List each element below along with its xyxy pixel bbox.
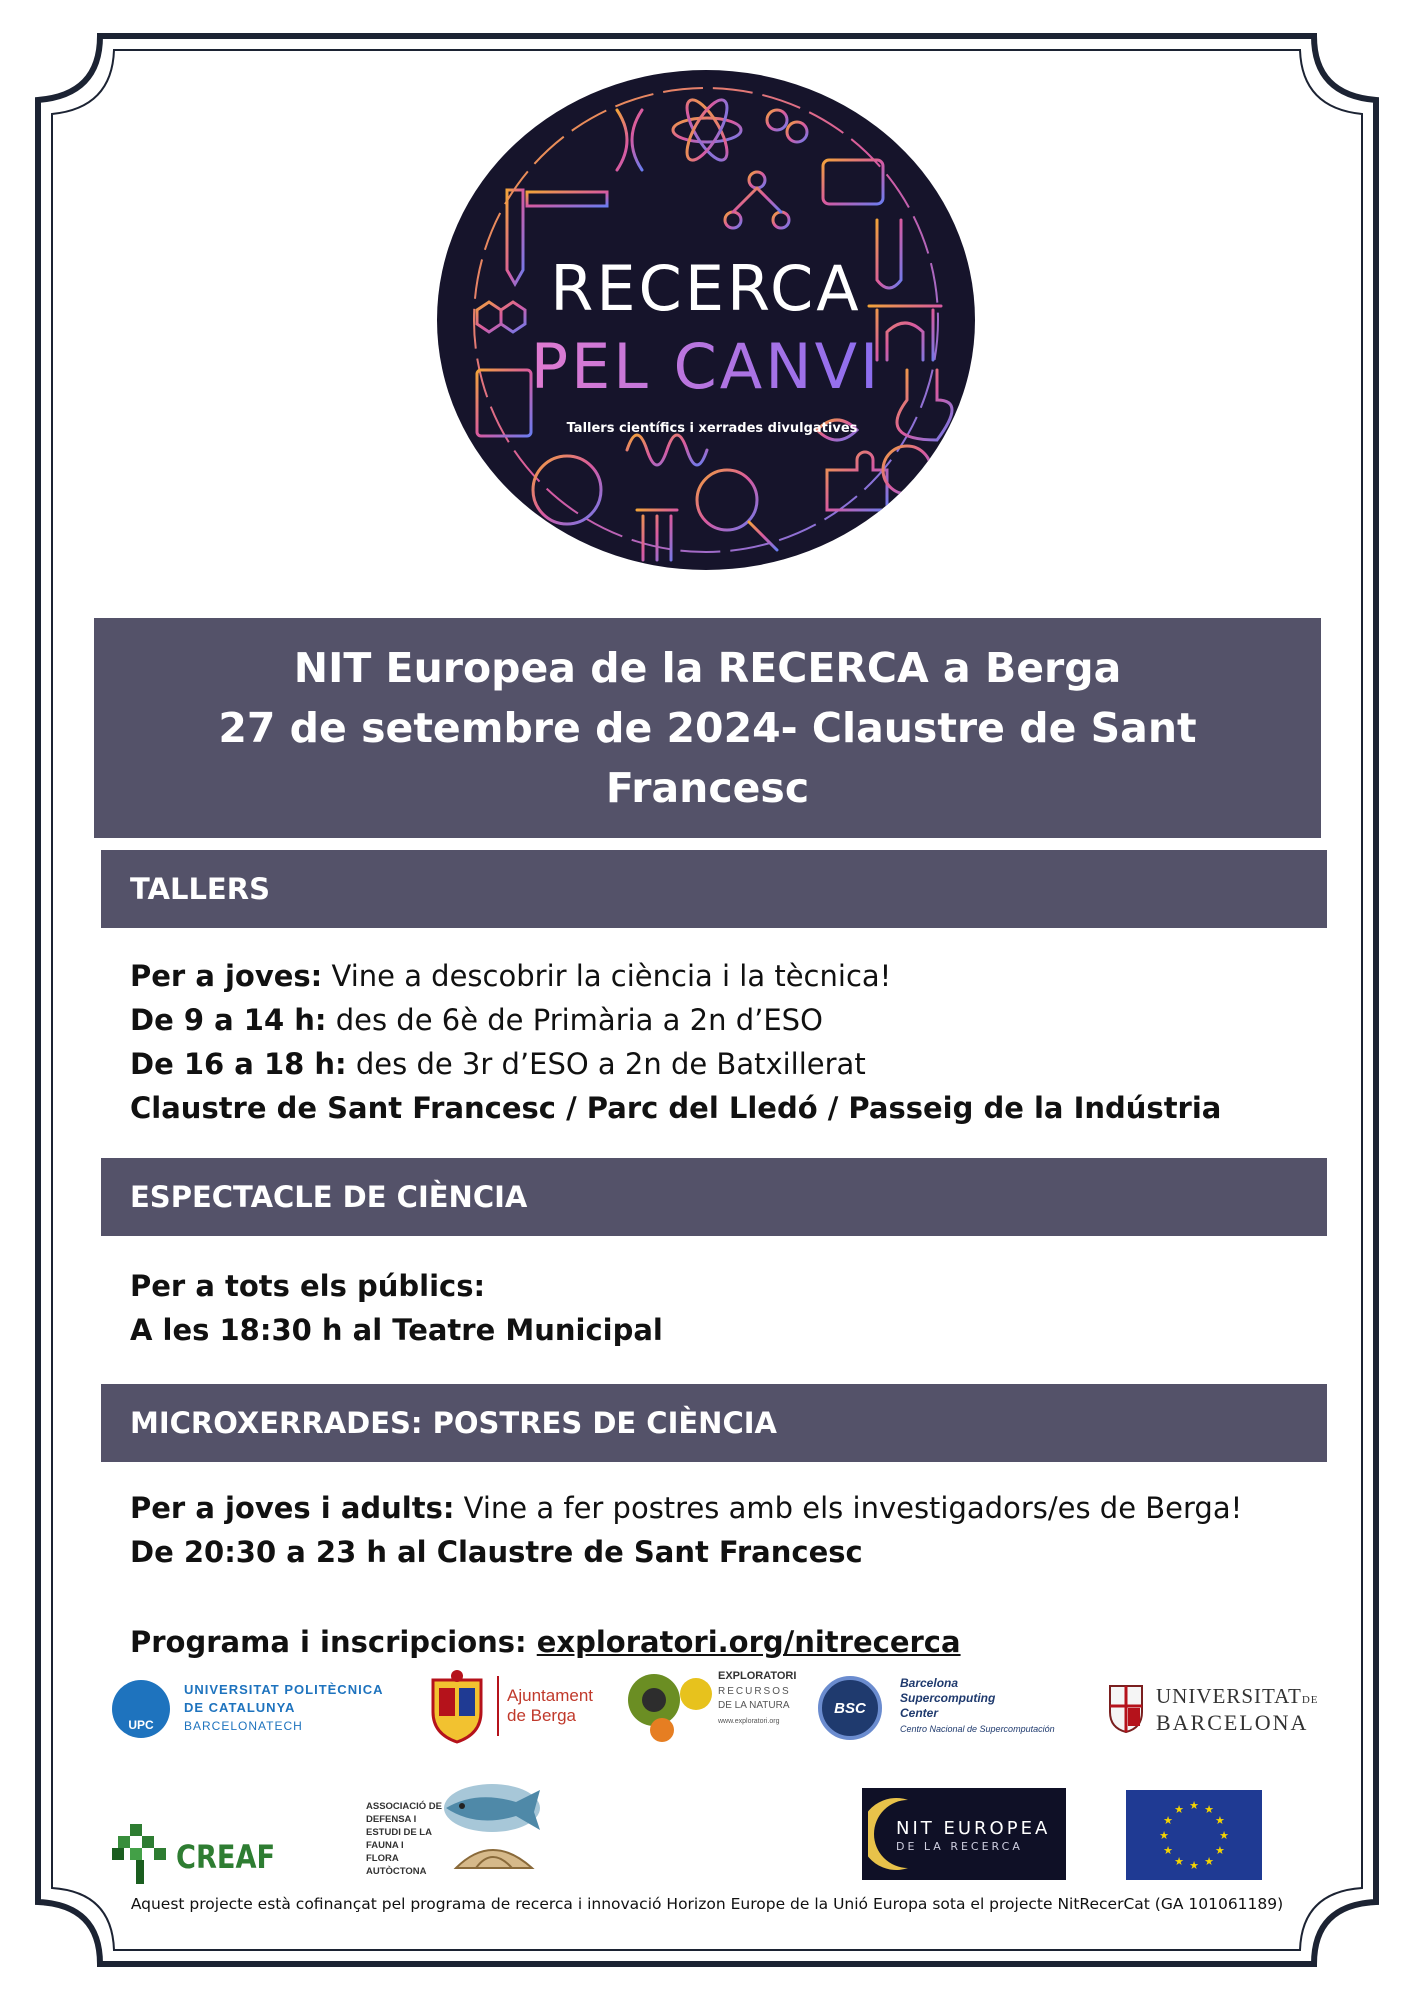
- adefa-text: [366, 1800, 442, 1878]
- event-title-box: [94, 618, 1321, 838]
- eu-star-icon: ★: [1189, 1799, 1199, 1812]
- microxerrades-line-bold: De 20:30 a 23 h al Claustre de Sant Francesc: [130, 1535, 863, 1569]
- tallers-line: [130, 1042, 866, 1086]
- microxerrades-line-text: Vine a fer postres amb els investigadors/es de Berga!: [454, 1491, 1243, 1525]
- creaf-tree-icon: [112, 1824, 170, 1884]
- section-heading-microxerrades: MICROXERRADES: POSTRES DE CIÈNCIA: [101, 1384, 1327, 1462]
- science-doodles-icon: [437, 70, 975, 570]
- eu-star-icon: ★: [1215, 1814, 1225, 1827]
- bsc-name-line1: Barcelona: [900, 1676, 959, 1690]
- exploratori-logo: [626, 1660, 806, 1750]
- upc-badge-icon: [112, 1680, 170, 1738]
- fish-shell-icon: [436, 1772, 546, 1888]
- adefa-line3: ESTUDI DE LA: [366, 1827, 432, 1838]
- section-heading-tallers: TALLERS: [101, 850, 1327, 928]
- logo-line2: PEL CANVI: [530, 330, 882, 403]
- tallers-line: [130, 1086, 1221, 1130]
- exploratori-name: EXPLORATORI: [718, 1670, 797, 1682]
- espectacle-line: [130, 1308, 663, 1352]
- upc-name-line1: UNIVERSITAT POLITÈCNICA: [184, 1682, 384, 1697]
- upc-name-line3: BARCELONATECH: [184, 1719, 303, 1733]
- program-link[interactable]: exploratori.org/nitrecerca: [536, 1625, 961, 1659]
- creaf-logo: [112, 1824, 282, 1884]
- eu-star-icon: ★: [1215, 1844, 1225, 1857]
- section-heading-espectacle: ESPECTACLE DE CIÈNCIA: [101, 1158, 1327, 1236]
- microxerrades-line: [130, 1486, 1242, 1530]
- exploratori-line2: RECURSOS: [718, 1686, 791, 1697]
- exploratori-line3: DE LA NATURA: [718, 1700, 790, 1711]
- bsc-name-line4: Centro Nacional de Supercomputación: [900, 1724, 1055, 1734]
- bsc-name-line3: Center: [900, 1706, 939, 1720]
- microxerrades-line: [130, 1530, 863, 1574]
- adefa-logo: [366, 1772, 546, 1888]
- adefa-line1: ASSOCIACIÓ DE: [366, 1801, 443, 1812]
- program-label: Programa i inscripcions:: [130, 1625, 537, 1659]
- eu-star-icon: ★: [1189, 1859, 1199, 1872]
- eu-star-icon: ★: [1163, 1814, 1173, 1827]
- tallers-line-text: des de 3r d’ESO a 2n de Batxillerat: [346, 1047, 866, 1081]
- exploratori-url: www.exploratori.org: [718, 1718, 780, 1725]
- ub-name-line1-text: UNIVERSITAT: [1156, 1684, 1302, 1708]
- berga-name-line2: de Berga: [507, 1706, 576, 1725]
- event-title-line3: Francesc: [605, 764, 810, 812]
- ub-name-line1: [1156, 1684, 1318, 1709]
- berga-shield-icon: [425, 1668, 489, 1744]
- espectacle-line-bold: A les 18:30 h al Teatre Municipal: [130, 1313, 663, 1347]
- adefa-line4: FAUNA I: [366, 1840, 404, 1851]
- berga-name-line1: Ajuntament: [507, 1686, 593, 1705]
- eu-star-icon: ★: [1204, 1854, 1214, 1868]
- program-line: [130, 1620, 961, 1664]
- exploratori-figure-icon: [626, 1660, 716, 1750]
- adefa-line6: AUTÒCTONA: [366, 1866, 427, 1877]
- ub-shield-icon: [1108, 1682, 1144, 1734]
- espectacle-line: [130, 1264, 485, 1308]
- nit-europea-logo: [862, 1788, 1066, 1880]
- eu-star-icon: ★: [1163, 1844, 1173, 1857]
- funding-footnote: Aquest projecte està cofinançat pel programa de recerca i innovació Horizon Europe de la Unió Europa sota el projecte NitRecerCat (GA 101061189): [130, 1895, 1284, 1913]
- eu-star-icon: ★: [1174, 1803, 1184, 1817]
- bsc-badge-text: BSC: [834, 1699, 866, 1717]
- bsc-badge-icon: [818, 1676, 882, 1740]
- tallers-line-bold: Per a joves:: [130, 959, 323, 993]
- logo-line1: RECERCA: [550, 252, 862, 325]
- tallers-line-text: Vine a descobrir la ciència i la tècnica!: [322, 959, 892, 993]
- eu-star-icon: ★: [1219, 1829, 1229, 1842]
- espectacle-line-bold: Per a tots els públics:: [130, 1269, 486, 1303]
- recerca-pel-canvi-logo: [437, 70, 975, 570]
- tallers-line: [130, 998, 823, 1042]
- tallers-line-bold: De 9 a 14 h:: [130, 1003, 327, 1037]
- ub-name-line1-de: DE: [1301, 1694, 1319, 1706]
- bsc-logo: [818, 1676, 1098, 1742]
- bsc-name-line2: Supercomputing: [900, 1691, 996, 1705]
- tallers-line: [130, 954, 891, 998]
- ajuntament-berga-logo: [425, 1668, 605, 1744]
- tallers-line-bold: De 16 a 18 h:: [130, 1047, 347, 1081]
- nit-name-line2: DE LA RECERCA: [896, 1840, 1023, 1853]
- universitat-barcelona-logo: [1108, 1680, 1328, 1740]
- eu-star-icon: ★: [1159, 1829, 1169, 1842]
- ub-name-line2: BARCELONA: [1156, 1710, 1309, 1735]
- upc-name-line2: DE CATALUNYA: [184, 1700, 296, 1715]
- eu-star-icon: ★: [1174, 1854, 1184, 1868]
- creaf-name: CREAF: [176, 1838, 276, 1876]
- tallers-line-text: des de 6è de Primària a 2n d’ESO: [326, 1003, 823, 1037]
- eu-flag-icon: [1126, 1790, 1262, 1880]
- adefa-line2: DEFENSA I: [366, 1814, 417, 1825]
- upc-badge-text: UPC: [128, 1718, 154, 1732]
- nit-name-line1: NIT EUROPEA: [896, 1818, 1051, 1839]
- event-title-line2: 27 de setembre de 2024- Claustre de Sant: [218, 704, 1197, 752]
- tallers-line-bold: Claustre de Sant Francesc / Parc del Lledó / Passeig de la Indústria: [130, 1091, 1222, 1125]
- upc-logo: [112, 1680, 412, 1740]
- logo-subtitle: Tallers científics i xerrades divulgatives: [566, 421, 858, 436]
- eu-star-icon: ★: [1204, 1803, 1214, 1817]
- event-title-line1: NIT Europea de la RECERCA a Berga: [293, 644, 1122, 692]
- adefa-line5: FLORA: [366, 1853, 399, 1864]
- microxerrades-line-bold: Per a joves i adults:: [130, 1491, 455, 1525]
